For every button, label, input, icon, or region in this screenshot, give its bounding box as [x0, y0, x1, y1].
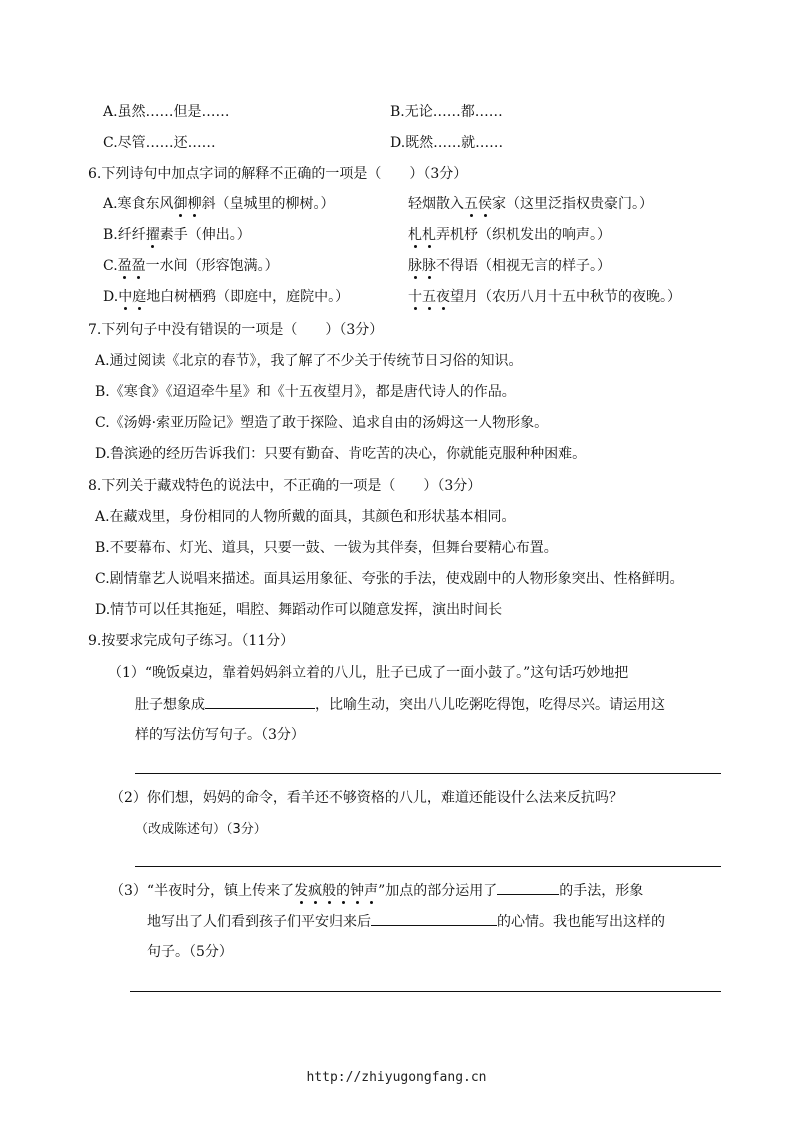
q6-option-d-left: [103, 287, 349, 307]
emphasis-dot-char: 札: [408, 227, 422, 243]
q7-option-d: D.鲁滨逊的经历告诉我们：只要有勤奋、肯吃苦的决心，你就能克服种种困难。: [95, 446, 587, 462]
text-segment: 斜（皇城里的柳树。）: [201, 196, 335, 212]
q8-option-c: C.剧情靠艺人说唱来描述。面具运用象征、夸张的手法，使戏剧中的人物形象突出、性格鲜明。: [95, 571, 684, 587]
text-segment: 不得语（相视无言的样子。）: [436, 258, 611, 274]
text-segment: A.寒食东风: [103, 196, 174, 212]
emphasis-dot-char: 札: [422, 227, 436, 243]
q9-part1-line2: [135, 694, 665, 715]
text-segment: ”加点的部分运用了: [378, 883, 498, 899]
q8-option-b: B.不要幕布、灯光、道具，只要一鼓、一钹为其伴奏，但舞台要精心布置。: [95, 540, 558, 556]
emphasis-dot-char: 柳: [187, 196, 202, 212]
text-segment: 一水间（形容饱满。）: [145, 258, 279, 274]
emphasis-dot-char: 夜: [436, 289, 450, 305]
q9-part3-line3: 句子。（5分）: [147, 944, 233, 960]
q6-option-c-right: [408, 256, 611, 276]
text-segment: 望月（农历八月十五中秋节的夜晚。）: [450, 289, 681, 305]
dotted-segment: [174, 196, 202, 212]
text-segment: B.纤纤: [103, 227, 146, 243]
q9-part2-line2: （改成陈述句）（3分）: [135, 822, 267, 837]
q9-part3-line2: [147, 911, 665, 932]
q5-option-c: C.尽管……还……: [103, 135, 216, 151]
q8-option-a: A.在藏戏里，身份相同的人物所戴的面具，其颜色和形状基本相同。: [95, 509, 516, 525]
emphasis-dot-char: 十: [408, 289, 422, 305]
answer-blank[interactable]: [205, 694, 315, 709]
emphasis-dot-char: 侯: [478, 196, 492, 212]
q6-option-c-left: [103, 256, 279, 276]
q7-stem: 7.下列句子中没有错误的一项是（ ）（3分）: [88, 322, 384, 338]
emphasis-dot-char: 擢: [145, 227, 160, 243]
q8-stem: 8.下列关于藏戏特色的说法中，不正确的一项是（ ）（3分）: [88, 478, 482, 494]
text-segment: 的手法，形象: [559, 883, 644, 899]
emphasis-dot-char: 的: [336, 883, 351, 899]
dotted-segment: [408, 289, 450, 305]
text-segment: 肚子想象成: [135, 697, 205, 713]
emphasis-dot-char: 般: [322, 883, 337, 899]
emphasis-dot-char: 盈: [131, 258, 146, 274]
text-segment: ，比喻生动，突出八儿吃粥吃得饱，吃得尽兴。请运用这: [315, 697, 665, 713]
q9-part3-line1: [110, 880, 643, 901]
text-segment: 轻烟散入: [408, 196, 464, 212]
emphasis-dot-char: 发: [294, 883, 309, 899]
emphasis-dot-char: 钟: [350, 883, 365, 899]
q7-option-c: C.《汤姆·索亚历险记》塑造了敢于探险、追求自由的汤姆这一人物形象。: [95, 415, 549, 431]
text-segment: 的心情。我也能写出这样的: [497, 914, 665, 930]
q9-stem: 9.按要求完成句子练习。（11分）: [88, 633, 295, 649]
q6-option-b-right: [408, 225, 611, 245]
text-segment: 家（这里泛指权贵豪门。）: [492, 196, 653, 212]
emphasis-dot-char: 脉: [422, 258, 436, 274]
dotted-segment: [146, 227, 160, 243]
q9-part1-line1: （1）“晚饭桌边，靠着妈妈斜立着的八儿，肚子已成了一面小鼓了。”这句话巧妙地把: [108, 665, 629, 681]
q5-option-d: D.既然……就……: [390, 135, 504, 151]
q6-option-a-right: [408, 194, 653, 214]
dotted-segment: [118, 258, 146, 274]
emphasis-dot-char: 御: [173, 196, 188, 212]
emphasis-dot-char: 脉: [408, 258, 422, 274]
text-segment: 地白树栖鸦（即庭中，庭院中。）: [146, 289, 350, 305]
dotted-segment: [294, 883, 378, 899]
answer-line-2[interactable]: [135, 866, 721, 867]
q5-option-b: B.无论……都……: [390, 104, 503, 120]
dotted-segment: [408, 227, 436, 243]
emphasis-dot-char: 疯: [308, 883, 323, 899]
emphasis-dot-char: 五: [464, 196, 478, 212]
q8-option-d: D.情节可以任其拖延，唱腔、舞蹈动作可以随意发挥，演出时间长: [95, 602, 503, 618]
emphasis-dot-char: 五: [422, 289, 436, 305]
dotted-segment: [118, 289, 146, 305]
text-segment: 素手（伸出。）: [159, 227, 251, 243]
q7-option-a: A.通过阅读《北京的春节》，我了解了不少关于传统节日习俗的知识。: [95, 353, 523, 369]
answer-blank[interactable]: [497, 880, 559, 895]
text-segment: （3）“半夜时分，镇上传来了: [110, 883, 295, 899]
q6-option-a-left: [103, 194, 335, 214]
emphasis-dot-char: 声: [364, 883, 379, 899]
emphasis-dot-char: 盈: [117, 258, 132, 274]
q6-option-b-left: [103, 225, 251, 245]
dotted-segment: [464, 196, 492, 212]
text-segment: D.: [103, 289, 119, 305]
emphasis-dot-char: 中: [118, 289, 133, 305]
text-segment: 弄机杼（织机发出的响声。）: [436, 227, 611, 243]
q9-part1-line3: 样的写法仿写句子。（3分）: [135, 727, 305, 743]
q5-option-a: A.虽然……但是……: [103, 104, 230, 120]
footer-url: http://zhiyugongfang.cn: [306, 1070, 487, 1085]
q6-option-d-right: [408, 287, 681, 307]
q6-stem: 6.下列诗句中加点字词的解释不正确的一项是（ ）（3分）: [88, 166, 468, 182]
answer-line-1[interactable]: [135, 773, 721, 774]
answer-line-3[interactable]: [130, 991, 721, 992]
text-segment: 地写出了人们看到孩子们平安归来后: [147, 914, 371, 930]
q7-option-b: B.《寒食》《迢迢牵牛星》和《十五夜望月》，都是唐代诗人的作品。: [95, 384, 516, 400]
answer-blank[interactable]: [371, 911, 497, 926]
text-segment: C.: [103, 258, 118, 274]
emphasis-dot-char: 庭: [132, 289, 147, 305]
q9-part2-line1: （2）你们想，妈妈的命令，看羊还不够资格的八儿，难道还能设什么法来反抗吗？: [110, 790, 623, 806]
dotted-segment: [408, 258, 436, 274]
